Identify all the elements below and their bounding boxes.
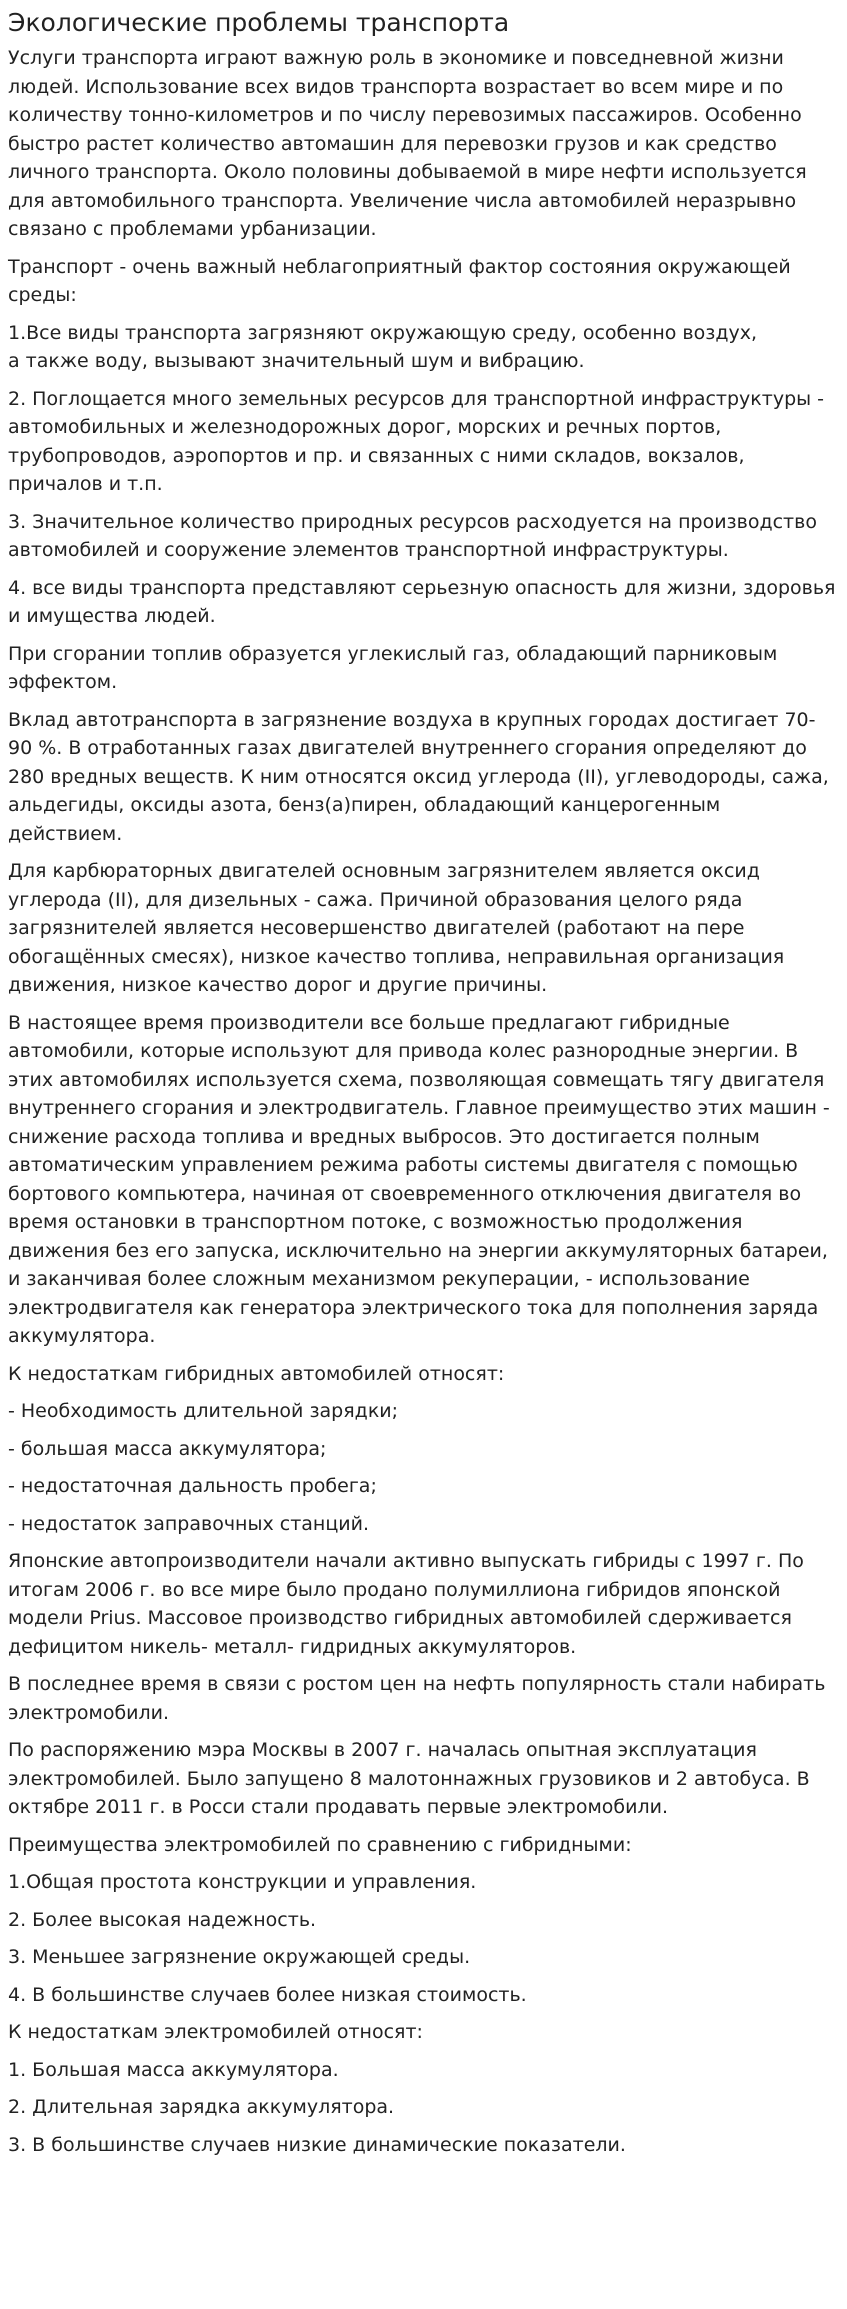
list-item: - недостаточная дальность пробега;: [8, 1475, 377, 1497]
article-paragraph: Преимущества электромобилей по сравнению с гибридными:: [8, 1833, 632, 1856]
article-paragraph: По распоряжению мэра Москвы в 2007 г. началась опытная эксплуатация электромобилей. Было запущено 8 малотоннажных грузовиков и 2 автобуса. В октябре 2011 г. в Росси стали продавать первые электромобили.: [8, 1739, 810, 1818]
list-item: - большая масса аккумулятора;: [8, 1437, 327, 1460]
article-paragraph: Транспорт - очень важный неблагоприятный фактор состояния окружающей среды:: [8, 255, 791, 306]
article-paragraph: 2. Поглощается много земельных ресурсов для транспортной инфраструктуры - автомобильных и железнодорожных дорог, морских и речных портов, трубопроводов, аэропортов и пр. и связанных с ними складов, вокзалов, причалов и т.п.: [8, 387, 825, 495]
article-paragraph: В последнее время в связи с ростом цен на нефть популярность стали набирать электромобили.: [8, 1673, 826, 1724]
article-paragraph: 1.Все виды транспорта загрязняют окружающую среду, особенно воздух, а также воду, вызывают значительный шум и вибрацию.: [8, 321, 758, 372]
article-paragraph: К недостаткам электромобилей относят:: [8, 2021, 423, 2043]
article-paragraph: 4. все виды транспорта представляют серьезную опасность для жизни, здоровья и имущества людей.: [8, 576, 836, 627]
list-item: 1. Большая масса аккумулятора.: [8, 2058, 339, 2081]
list-item: - недостаток заправочных станций.: [8, 1512, 370, 1535]
article-paragraph: Для карбюраторных двигателей основным загрязнителем является оксид углерода (II), для дизельных - сажа. Причиной образования целого ряда загрязнителей является несовершенство двигателей (работают на пере обогащённых смесях), низкое качество топлива, неправильная организация движения, низкое качество дорог и другие причины.: [8, 860, 785, 996]
list-item: 4. В большинстве случаев более низкая стоимость.: [8, 1983, 527, 2006]
list-item: 1.Общая простота конструкции и управления.: [8, 1871, 477, 1893]
list-item: 3. Меньшее загрязнение окружающей среды.: [8, 1946, 471, 1968]
article-body: [8, 44, 839, 2159]
article-paragraph: При сгорании топлив образуется углекислый газ, обладающий парниковым эффектом.: [8, 642, 778, 693]
article-paragraph: Услуги транспорта играют важную роль в экономике и повседневной жизни людей. Использование всех видов транспорта возрастает во всем мире и по количеству тонно-километров и по числу перевозимых пассажиров. Особенно быстро растет количество автомашин для перевозки грузов и как средство личного транспорта. Около половины добываемой в мире нефти используется для автомобильного транспорта. Увеличение числа автомобилей неразрывно связано с проблемами урбанизации.: [8, 47, 807, 240]
article-paragraph: 3. Значительное количество природных ресурсов расходуется на производство автомобилей и сооружение элементов транспортной инфраструктуры.: [8, 510, 817, 561]
article-paragraph: К недостаткам гибридных автомобилей относят:: [8, 1362, 505, 1385]
article-paragraph: Японские автопроизводители начали активно выпускать гибриды с 1997 г. По итогам 2006 г. во все мире было продано полумиллиона гибридов японской модели Prius. Массовое производство гибридных автомобилей сдерживается дефицитом никель- металл- гидридных аккумуляторов.: [8, 1550, 804, 1658]
article-paragraph: В настоящее время производители все больше предлагают гибридные автомобили, которые используют для привода колес разнородные энергии. В этих автомобилях используется схема, позволяющая совмещать тягу двигателя внутреннего сгорания и электродвигатель. Главное преимущество этих машин - снижение расхода топлива и вредных выбросов. Это достигается полным автоматическим управлением режима работы системы двигателя с помощью бортового компьютера, начиная от своевременного отключения двигателя во время остановки в транспортном потоке, с возможностью продолжения движения без его запуска, исключительно на энергии аккумуляторных батареи, и заканчивая более сложным механизмом рекуперации, - использование электродвигателя как генератора электрического тока для пополнения заряда аккумулятора.: [8, 1011, 830, 1347]
list-item: 3. В большинстве случаев низкие динамические показатели.: [8, 2133, 626, 2156]
article-title: Экологические проблемы транспорта: [8, 8, 510, 37]
list-item: - Необходимость длительной зарядки;: [8, 1400, 399, 1422]
list-item: 2. Длительная зарядка аккумулятора.: [8, 2096, 395, 2118]
list-item: 2. Более высокая надежность.: [8, 1908, 317, 1931]
article-paragraph: Вклад автотранспорта в загрязнение воздуха в крупных городах достигает 70-90 %. В отработанных газах двигателей внутреннего сгорания определяют до 280 вредных веществ. К ним относятся оксид углерода (II), углеводороды, сажа, альдегиды, оксиды азота, бенз(а)пирен, обладающий канцерогенным действием.: [8, 708, 829, 845]
